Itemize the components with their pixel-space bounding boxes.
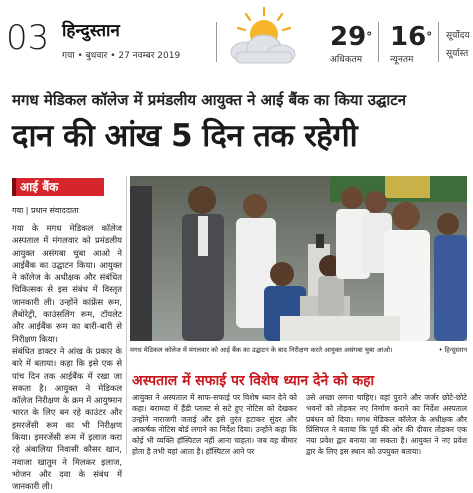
story-headline: दान की आंख 5 दिन तक रहेगी: [12, 118, 358, 154]
masthead-divider: [216, 22, 217, 62]
max-temperature: 29°: [330, 22, 373, 52]
byline: गया | प्रधान संवाददाता: [12, 206, 79, 215]
sub-story-headline: अस्पताल में सफाई पर विशेष ध्यान देने को कहा: [132, 373, 375, 389]
sun-divider: [438, 22, 439, 62]
min-temperature: 16°: [390, 22, 433, 52]
sunrise-label: सूर्योदय: [446, 31, 470, 41]
column-divider: [126, 176, 127, 454]
dateline: गया • बुधवार • 27 नवम्बर 2019: [62, 51, 181, 61]
sub-story-column-2: उसे अच्छा लगना चाहिए। वहां पुराने और जर्जर छोटे-छोटे भवनों को तोड़कर नए निर्माण कराने का निर्देश अस्पताल प्रबंधन को दिया। मगध मेडिकल कॉलेज के अधीक्षक और प्रिंसिपल ने बताया कि पूर्व की ओर की दीवार तोड़कर एक नया प्रवेश द्वार बनाया जा सकता है। आयुक्त ने नए प्रवेश द्वार के लिए इस स्थान को उपयुक्त बताया।: [306, 393, 467, 456]
story-paragraph: संबंधित डाक्टर ने आंख के प्रकार के बारे में बताया। कहा कि इसे एक से पांच दिन तक आईबैंक में रखा जा सकता है। आयुक्त ने मेडिकल कॉलेज निरीक्षण के क्रम में आयुष्मान भारत के लिए बन रहे काउंटर और इमरजेंसी रूम का भी निरीक्षण किया। इमरजेंसी रूम में इलाज करा रहे अंबालिया निवासी कौसर खान, नवाजा खातुम ने मिलकर इलाज, भोजन और दवा के संबंध में जानकारी ली।: [12, 345, 122, 492]
min-temperature-label: न्यूनतम: [390, 55, 414, 65]
sunset-label: सूर्यास्त: [446, 49, 469, 59]
story-body: [12, 222, 122, 493]
max-temperature-label: अधिकतम: [330, 55, 363, 65]
story-paragraph: गया के मगध मेडिकल कॉलेज अस्पताल में मंगलवार को प्रमंडलीय आयुक्त असंगबा चुबा आओ ने आईबैंक का उद्घाटन किया। आयुक्त ने कॉलेज के अधीक्षक और संबंधित चिकित्सक से इस संबंध में विस्तृत जानकारी ली। उन्होंने कांफ्रेंस रूम, लैबोरेट्री, काउंसलिंग रूम, टॉयलेट और आईबैंक रूम का बारी-बारी से निरीक्षण किया।: [12, 223, 122, 344]
newspaper-name: हिन्दुस्तान: [62, 21, 120, 41]
story-kicker: मगध मेडिकल कॉलेज में प्रमंडलीय आयुक्त ने आई बैंक का किया उद्घाटन: [12, 91, 407, 109]
section-tag: आई बैंक: [12, 178, 104, 196]
sub-story-column-1: आयुक्त ने अस्पताल में साफ-सफाई पर विशेष ध्यान देने को कहा। बरामदा में हैंडी प्लास्ट से सटे हुए नोटिस को देखकर उन्होंने नाराजगी जताई और इसे तुरंत हटाकर सुंदर और आकर्षक नोटिस बोर्ड लगाने का निर्देश दिया। उन्होंने कहा कि कोई भी व्यक्ति हॉस्पिटल नहीं आना चाहता। जब वह बीमार होता है तभी यहां आता है। हॉस्पिटल आने पर: [132, 393, 297, 456]
news-photo: [130, 176, 467, 341]
photo-caption: [130, 345, 467, 354]
partly-cloudy-icon: [224, 6, 304, 70]
photo-caption-text: मगध मेडिकल कॉलेज में मंगलवार को आई बैंक का उद्घाटन के बाद निरीक्षण करते आयुक्त असंगबा चुबा आओ।: [130, 346, 393, 354]
photo-credit: • हिन्दुस्तान: [438, 346, 467, 354]
weather-divider: [378, 22, 379, 62]
page-number: 03: [6, 18, 50, 58]
